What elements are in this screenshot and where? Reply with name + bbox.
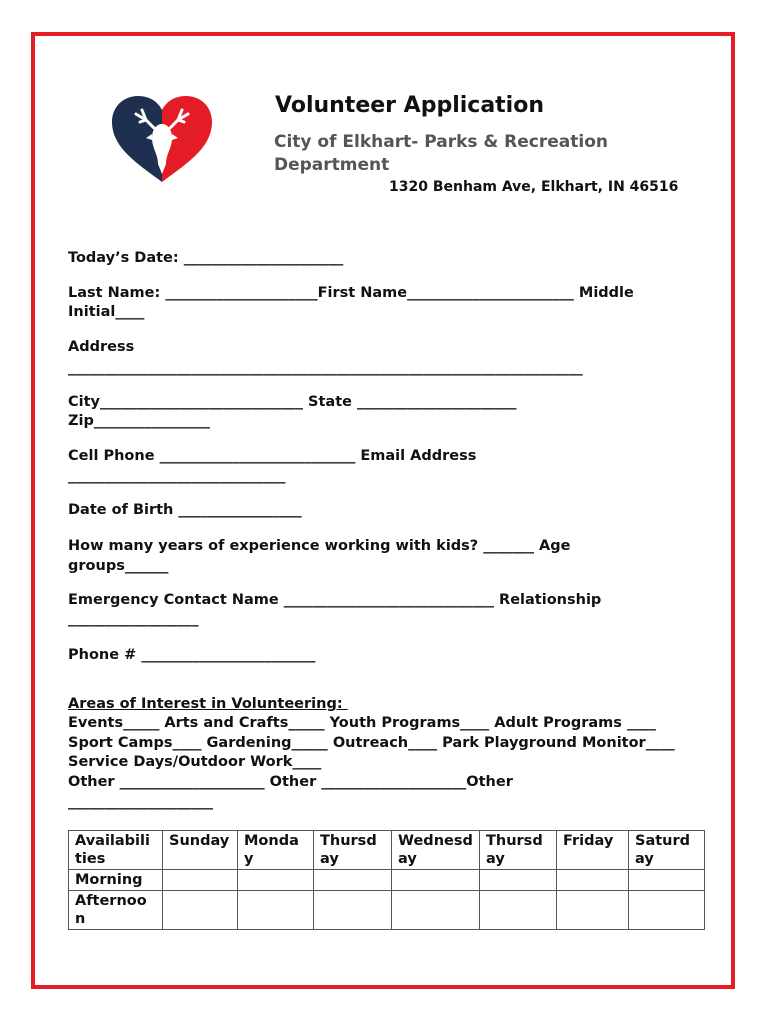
city-state-field[interactable]: City____________________________ State ______________________ [68,394,517,410]
table-cell[interactable] [238,891,314,930]
table-cell[interactable] [480,891,557,930]
interests-heading: Areas of Interest in Volunteering: [68,696,348,712]
emergency-contact-line-2[interactable]: __________________ [68,611,199,627]
table-cell[interactable] [629,891,705,930]
zip-field[interactable]: Zip________________ [68,413,210,429]
emergency-contact-line-1[interactable]: Emergency Contact Name _____________________________ Relationship [68,592,602,608]
table-row [69,891,705,930]
experience-field-line-2[interactable]: groups______ [68,558,169,574]
availability-table [68,830,705,930]
phone-email-field[interactable]: Cell Phone ___________________________ Email Address [68,448,477,464]
name-field-line-1[interactable]: Last Name: _____________________First Name_______________________ Middle [68,285,634,301]
header-thursday: Thursday [314,831,392,870]
interests-line-5[interactable]: ____________________ [68,794,213,810]
header-friday: Friday [557,831,629,870]
interests-line-1[interactable]: Events_____ Arts and Crafts_____ Youth Programs____ Adult Programs ____ [68,715,656,731]
table-cell[interactable] [629,870,705,891]
header-availabilities: Availabilities [69,831,163,870]
name-field-line-2[interactable]: Initial____ [68,304,145,320]
header-sunday: Sunday [163,831,238,870]
interests-line-2[interactable]: Sport Camps____ Gardening_____ Outreach____ Park Playground Monitor____ [68,735,675,751]
table-row [69,870,705,891]
table-cell[interactable] [557,870,629,891]
interests-line-4[interactable]: Other ____________________ Other ____________________Other [68,774,513,790]
heart-deer-logo [108,94,216,186]
interests-line-3[interactable]: Service Days/Outdoor Work____ [68,754,322,770]
header-monday: Monday [238,831,314,870]
page-title: Volunteer Application [275,93,544,118]
table-cell[interactable] [163,870,238,891]
department-address: 1320 Benham Ave, Elkhart, IN 46516 [389,179,679,195]
date-of-birth-field[interactable]: Date of Birth _________________ [68,502,302,518]
row-label-morning: Morning [69,870,163,891]
header-wednesday: Wednesday [392,831,480,870]
table-cell[interactable] [480,870,557,891]
department-name: City of Elkhart- Parks & Recreation Department [274,132,608,175]
table-cell[interactable] [392,870,480,891]
header-saturday: Saturday [629,831,705,870]
header-thursday-2: Thursday [480,831,557,870]
table-cell[interactable] [314,870,392,891]
table-cell[interactable] [557,891,629,930]
email-field[interactable]: ______________________________ [68,468,286,484]
table-cell[interactable] [392,891,480,930]
row-label-afternoon: Afternoon [69,891,163,930]
address-field[interactable]: _______________________________________________________________________ [68,360,583,376]
phone-field[interactable]: Phone # ________________________ [68,647,316,663]
experience-field-line-1[interactable]: How many years of experience working with kids? _______ Age [68,538,571,554]
table-header-row [69,831,705,870]
table-cell[interactable] [238,870,314,891]
todays-date-field[interactable]: Today’s Date: ______________________ [68,250,344,266]
address-label: Address [68,339,135,355]
table-cell[interactable] [314,891,392,930]
table-cell[interactable] [163,891,238,930]
